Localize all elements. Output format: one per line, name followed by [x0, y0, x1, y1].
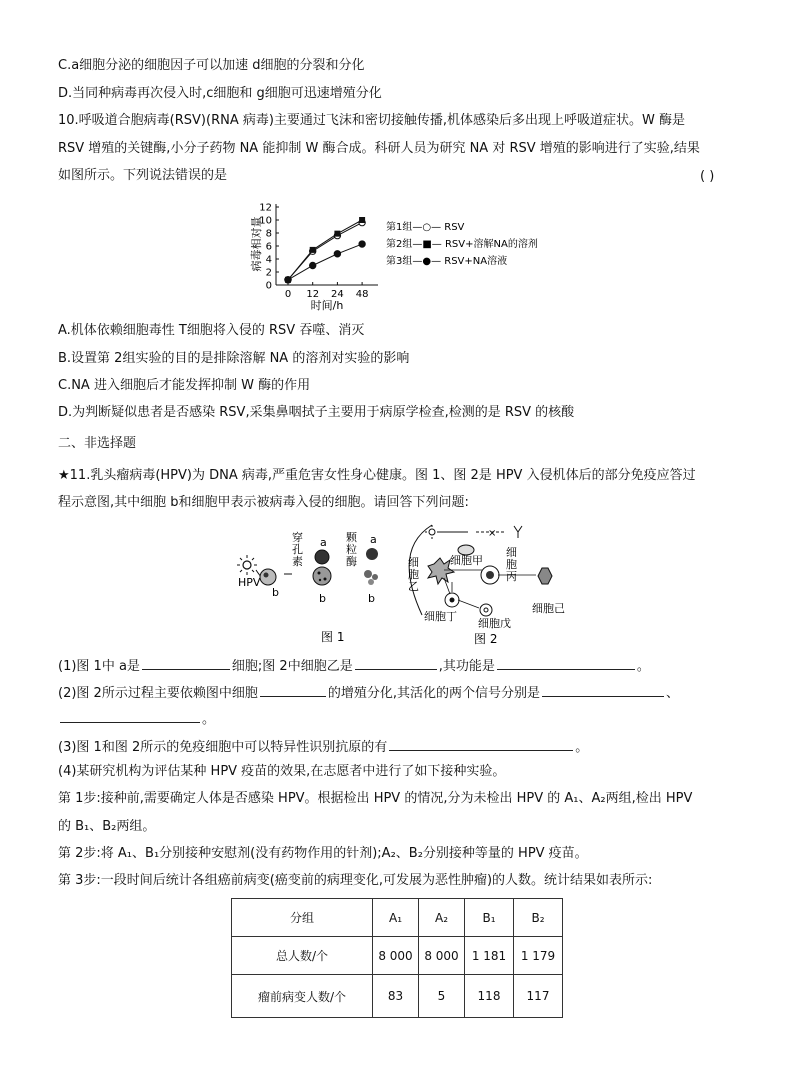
- figure-1: [234, 530, 394, 645]
- series-line-3: [288, 244, 362, 280]
- series-line-1: [288, 223, 362, 280]
- y-tick-label: 0: [265, 280, 272, 292]
- cell-b-label-3: b: [368, 592, 375, 605]
- data-point-series-3: [285, 277, 291, 283]
- answer-blank-2b[interactable]: [542, 682, 664, 697]
- table-cell: 5: [419, 975, 465, 1018]
- hpv-label: HPV: [238, 576, 261, 589]
- cell-ji-label: 细胞己: [532, 602, 565, 615]
- table-cell: 118: [465, 975, 514, 1018]
- table-header-row: [232, 899, 563, 937]
- table-cell: 1 181: [465, 937, 514, 975]
- sub-question-4: (4)某研究机构为评估某种 HPV 疫苗的效果,在志愿者中进行了如下接种实验。: [58, 764, 506, 779]
- table-cell: 总人数/个: [232, 937, 373, 975]
- x-tick-label: 12: [306, 289, 320, 300]
- table-row: [232, 975, 563, 1018]
- cell-a-icon: [315, 550, 329, 564]
- sub2-text-3: 、: [665, 686, 679, 701]
- cell-a-icon-2: [366, 548, 378, 560]
- step1-line1: 第 1步:接种前,需要确定人体是否感染 HPV。根据检出 HPV 的情况,分为未检出 HPV 的 A₁、A₂两组,检出 HPV: [58, 791, 693, 806]
- q11-stem-line2: 程示意图,其中细胞 b和细胞甲表示被病毒入侵的细胞。请回答下列问题:: [58, 495, 469, 510]
- cell-wu-icon: [480, 604, 492, 616]
- table-cell: 1 179: [514, 937, 563, 975]
- x-tick-label: 48: [355, 289, 369, 300]
- cell-wu-label: 细胞戊: [478, 617, 511, 630]
- results-table: [231, 898, 563, 1018]
- header-cell: A₁: [373, 899, 419, 937]
- cell-bing-icon: [481, 566, 499, 584]
- cell-b-label-2: b: [319, 592, 326, 605]
- q10-option-b: B.设置第 2组实验的目的是排除溶解 NA 的溶剂对实验的影响: [58, 351, 410, 366]
- x-tick-label: 24: [331, 289, 344, 300]
- q10-option-c: C.NA 进入细胞后才能发挥抑制 W 酶的作用: [58, 378, 311, 393]
- q10-option-a: A.机体依赖细胞毒性 T细胞将入侵的 RSV 吞噬、消灭: [58, 323, 365, 338]
- legend-entry-3: 第3组—●— RSV+NA溶液: [386, 256, 508, 267]
- perforin-label: 穿孔素: [292, 531, 303, 568]
- option-c-top: C.a细胞分泌的细胞因子可以加速 d细胞的分裂和分化: [58, 58, 365, 73]
- cell-a-label-2: a: [370, 533, 377, 546]
- figure-2: [394, 520, 574, 647]
- table-cell: 83: [373, 975, 419, 1018]
- figure-1-caption: 图 1: [321, 630, 345, 644]
- step1-line2: 的 B₁、B₂两组。: [58, 819, 156, 834]
- granzyme-label: 颗粒酶: [346, 531, 357, 568]
- header-cell: A₂: [419, 899, 465, 937]
- legend-entry-1: 第1组—○— RSV: [386, 222, 465, 233]
- sub-question-1: [58, 655, 650, 676]
- antibody-y-icon: [514, 526, 522, 538]
- data-point-series-3: [359, 241, 365, 247]
- y-tick-label: 4: [265, 254, 272, 266]
- hpv-virus-icon: [237, 555, 257, 575]
- data-point-series-2: [359, 217, 365, 223]
- answer-blank-2a[interactable]: [260, 682, 326, 697]
- sub1-text-4: 。: [636, 659, 650, 674]
- cell-b-label-1: b: [272, 586, 279, 599]
- sub2-text-1: (2)图 2所示过程主要依赖图中细胞: [58, 686, 258, 701]
- answer-blank-2c[interactable]: [60, 708, 200, 723]
- sub2-text-2: 的增殖分化,其活化的两个信号分别是: [327, 686, 540, 701]
- step3: 第 3步:一段时间后统计各组癌前病变(癌变前的病理变化,可发展为恶性肿瘤)的人数。统计结果如表所示:: [58, 873, 653, 888]
- sub1-text-1: (1)图 1中 a是: [58, 659, 140, 674]
- table-cell: 瘤前病变人数/个: [232, 975, 373, 1018]
- q10-stem-line3: 如图所示。下列说法错误的是: [58, 168, 228, 183]
- cell-ding-label: 细胞丁: [424, 610, 457, 623]
- sub3-text-2: 。: [575, 740, 589, 755]
- header-cell: 分组: [232, 899, 373, 937]
- figure-2-caption: 图 2: [474, 632, 498, 646]
- sub1-text-3: ,其功能是: [438, 659, 495, 674]
- q10-stem-line1: 10.呼吸道合胞病毒(RSV)(RNA 病毒)主要通过飞沫和密切接触传播,机体感染后多出现上呼吸道症状。W 酶是: [58, 113, 686, 128]
- x-axis-label: 时间/h: [310, 299, 344, 312]
- data-point-series-2: [310, 247, 316, 253]
- sub1-text-2: 细胞;图 2中细胞乙是: [231, 659, 353, 674]
- q10-stem-line2: RSV 增殖的关键酶,小分子药物 NA 能抑制 W 酶合成。科研人员为研究 NA 对 RSV 增殖的影响进行了实验,结果: [58, 141, 700, 156]
- sub3-text-1: (3)图 1和图 2所示的免疫细胞中可以特异性识别抗原的有: [58, 740, 388, 755]
- section-heading: 二、非选择题: [58, 436, 137, 451]
- dead-cell-fragments-icon: [364, 570, 378, 585]
- header-cell: B₁: [465, 899, 514, 937]
- cell-a-label-1: a: [320, 536, 327, 549]
- y-tick-label: 2: [265, 267, 272, 279]
- cell-ding-icon: [445, 593, 459, 607]
- cell-bing-label: 细胞丙: [506, 546, 517, 583]
- rsv-chart: [240, 196, 560, 314]
- sub-question-3: [58, 736, 588, 757]
- q11-stem-line1: ★11.乳头瘤病毒(HPV)为 DNA 病毒,严重危害女性身心健康。图 1、图 2是 HPV 入侵机体后的部分免疫应答过: [58, 468, 696, 483]
- table-cell: 8 000: [419, 937, 465, 975]
- y-tick-label: 6: [265, 241, 272, 253]
- cell-yi-label: 细胞乙: [408, 556, 419, 593]
- answer-parentheses: ( ): [700, 169, 715, 184]
- virus-icon: [425, 525, 439, 539]
- option-d-top: D.当同种病毒再次侵入时,c细胞和 g细胞可迅速增殖分化: [58, 86, 382, 101]
- answer-blank-1b[interactable]: [355, 655, 437, 670]
- cell-jia-label: 细胞甲: [450, 554, 483, 567]
- data-point-series-3: [310, 262, 316, 268]
- table-cell: 117: [514, 975, 563, 1018]
- table-row: [232, 937, 563, 975]
- sub-question-2: [58, 682, 679, 703]
- header-cell: B₂: [514, 899, 563, 937]
- legend-entry-2: 第2组—■— RSV+溶解NA的溶剂: [386, 239, 538, 250]
- sub-question-2-cont: [58, 708, 215, 729]
- answer-blank-3[interactable]: [389, 736, 573, 751]
- answer-blank-1a[interactable]: [142, 655, 230, 670]
- q10-option-d: D.为判断疑似患者是否感染 RSV,采集鼻咽拭子主要用于病原学检查,检测的是 RSV 的核酸: [58, 405, 575, 420]
- y-tick-label: 10: [259, 215, 272, 227]
- inhibit-x: ×: [488, 528, 497, 539]
- data-point-series-2: [334, 231, 340, 237]
- x-tick-label: 0: [284, 289, 292, 300]
- cell-ji-icon: [538, 568, 552, 584]
- y-axis-label: 病毒相对量: [250, 216, 263, 272]
- cell-b-lysing-icon: [313, 567, 331, 585]
- y-tick-label: 8: [265, 228, 272, 240]
- table-cell: 8 000: [373, 937, 419, 975]
- sub2-text-4: 。: [202, 712, 216, 727]
- answer-blank-1c[interactable]: [497, 655, 635, 670]
- data-point-series-3: [334, 251, 340, 257]
- cell-b-infected-icon: [260, 569, 276, 585]
- step2: 第 2步:将 A₁、B₁分别接种安慰剂(没有药物作用的针剂);A₂、B₂分别接种等量的 HPV 疫苗。: [58, 846, 588, 861]
- y-tick-label: 12: [259, 202, 272, 214]
